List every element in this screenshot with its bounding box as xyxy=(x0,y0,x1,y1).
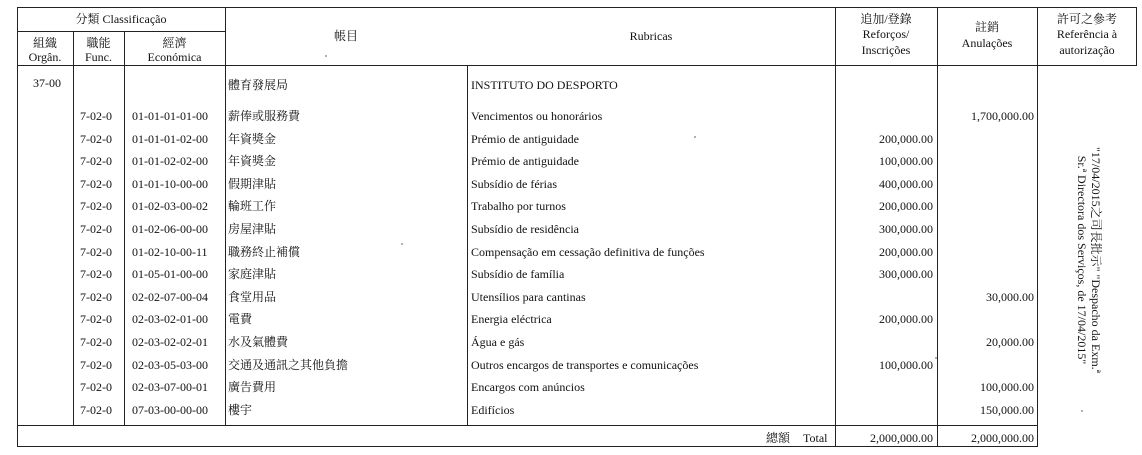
row-anulacao: 150,000.00 xyxy=(980,403,1034,417)
row-func: 7-02-0 xyxy=(80,335,112,349)
row-reforco: 400,000.00 xyxy=(879,177,933,191)
organ-name-zh: 體育發展局 xyxy=(228,78,289,92)
header-func-zh: 職能 xyxy=(86,36,111,50)
scan-speck xyxy=(325,55,327,57)
header-organ-zh: 組織 xyxy=(32,36,57,50)
row-anulacao: 30,000.00 xyxy=(986,290,1034,304)
row-func: 7-02-0 xyxy=(80,199,112,213)
header-reforcos-zh: 追加/登錄 xyxy=(860,12,912,26)
row-anulacao: 100,000.00 xyxy=(980,380,1034,394)
left-border xyxy=(17,7,18,447)
row-rubrica-zh: 交通及通訊之其他負擔 xyxy=(228,358,349,372)
header-bottom-border xyxy=(17,65,1137,66)
row-reforco: 100,000.00 xyxy=(879,154,933,168)
col-divider-referencia xyxy=(1037,7,1038,447)
row-func: 7-02-0 xyxy=(80,177,112,191)
row-econ: 01-05-01-00-00 xyxy=(132,267,208,281)
table-bottom-border xyxy=(17,446,1038,447)
row-rubrica-zh: 輪班工作 xyxy=(228,199,277,213)
row-rubrica-pt: Utensílios para cantinas xyxy=(471,290,586,304)
header-anulacoes-pt: Anulações xyxy=(961,36,1013,50)
col-divider-organ xyxy=(73,31,74,426)
total-label-pt: Total xyxy=(803,431,828,445)
row-rubrica-pt: Trabalho por turnos xyxy=(471,199,566,213)
row-rubrica-pt: Vencimentos ou honorários xyxy=(471,109,603,123)
row-func: 7-02-0 xyxy=(80,222,112,236)
row-rubrica-zh: 廣告費用 xyxy=(228,380,277,394)
scan-speck xyxy=(1081,410,1083,412)
row-rubrica-zh: 食堂用品 xyxy=(228,290,277,304)
row-rubrica-pt: Subsídio de residência xyxy=(471,222,579,236)
row-econ: 02-03-07-00-01 xyxy=(132,380,208,394)
row-reforco: 200,000.00 xyxy=(879,132,933,146)
row-func: 7-02-0 xyxy=(80,154,112,168)
row-rubrica-zh: 年資獎金 xyxy=(228,154,277,168)
organ-code: 37-00 xyxy=(33,76,61,90)
total-label-zh: 總額 xyxy=(766,431,791,445)
row-rubrica-pt: Outros encargos de transportes e comunicações xyxy=(471,358,699,372)
header-anulacoes-zh: 註銷 xyxy=(974,20,999,34)
total-anulacoes: 2,000,000.00 xyxy=(971,431,1034,445)
row-reforco: 100,000.00 xyxy=(879,358,933,372)
header-func-pt: Func. xyxy=(85,50,112,64)
row-econ: 02-02-07-00-04 xyxy=(132,290,208,304)
row-rubrica-pt: Subsídio de família xyxy=(471,267,565,281)
row-func: 7-02-0 xyxy=(80,312,112,326)
row-reforco: 200,000.00 xyxy=(879,199,933,213)
row-rubrica-pt: Energia eléctrica xyxy=(471,312,552,326)
header-ref-pt2: autorização xyxy=(1059,43,1115,57)
row-rubrica-zh: 房屋津貼 xyxy=(228,222,277,236)
row-rubrica-zh: 薪俸或服務費 xyxy=(228,109,301,123)
row-func: 7-02-0 xyxy=(80,267,112,281)
row-rubrica-pt: Compensação em cessação definitiva de funções xyxy=(471,245,705,259)
row-rubrica-pt: Prémio de antiguidade xyxy=(471,132,579,146)
row-func: 7-02-0 xyxy=(80,245,112,259)
row-anulacao: 1,700,000.00 xyxy=(971,109,1034,123)
row-rubrica-zh: 家庭津貼 xyxy=(228,267,277,281)
row-reforco: 300,000.00 xyxy=(879,267,933,281)
col-divider-econ xyxy=(225,7,226,426)
row-rubrica-pt: Água e gás xyxy=(471,335,525,349)
row-func: 7-02-0 xyxy=(80,109,112,123)
header-organ-pt: Orgân. xyxy=(28,50,62,64)
row-reforco: 200,000.00 xyxy=(879,312,933,326)
row-econ: 01-02-06-00-00 xyxy=(132,222,208,236)
row-econ: 01-02-03-00-02 xyxy=(132,199,208,213)
row-func: 7-02-0 xyxy=(80,380,112,394)
authorization-note-text: "17/04/2015之司長批示" "Despacho da Exm.ª Sr.ª Directora dos Serviços, de 17/04/2015" xyxy=(1075,147,1103,373)
col-divider-rubrica xyxy=(467,65,468,426)
total-reforcos: 2,000,000.00 xyxy=(870,431,933,445)
row-rubrica-zh: 職務終止補償 xyxy=(228,245,301,259)
row-func: 7-02-0 xyxy=(80,358,112,372)
row-econ: 01-01-02-02-00 xyxy=(132,154,208,168)
row-rubrica-zh: 年資獎金 xyxy=(228,132,277,146)
header-reforcos-pt2: Inscrições xyxy=(861,43,911,57)
row-econ: 01-02-10-00-11 xyxy=(132,245,208,259)
row-rubrica-pt: Prémio de antiguidade xyxy=(471,154,579,168)
row-anulacao: 20,000.00 xyxy=(986,335,1034,349)
row-econ: 01-01-10-00-00 xyxy=(132,177,208,191)
scan-speck xyxy=(694,136,696,138)
row-rubrica-zh: 電費 xyxy=(228,312,253,326)
row-func: 7-02-0 xyxy=(80,403,112,417)
row-func: 7-02-0 xyxy=(80,132,112,146)
header-rubrica-zh: 帳目 xyxy=(333,29,358,43)
header-reforcos-pt1: Reforços/ xyxy=(862,27,910,41)
row-func: 7-02-0 xyxy=(80,290,112,304)
row-reforco: 200,000.00 xyxy=(879,245,933,259)
header-classificacao: 分類 Classificação xyxy=(75,12,167,26)
col-divider-func xyxy=(124,31,125,426)
row-rubrica-zh: 樓宇 xyxy=(228,403,253,417)
header-econ-pt: Económica xyxy=(147,50,202,64)
row-rubrica-pt: Subsídio de férias xyxy=(471,177,557,191)
row-rubrica-pt: Encargos com anúncios xyxy=(471,380,585,394)
table-top-border xyxy=(17,7,1137,8)
row-econ: 02-03-02-01-00 xyxy=(132,312,208,326)
header-ref-zh: 許可之參考 xyxy=(1056,12,1117,26)
header-econ-zh: 經濟 xyxy=(162,36,187,50)
header-ref-pt1: Referência à xyxy=(1056,27,1118,41)
row-econ: 02-03-02-02-01 xyxy=(132,335,208,349)
total-top-border xyxy=(17,425,1038,426)
row-rubrica-pt: Edifícios xyxy=(471,403,515,417)
row-rubrica-zh: 假期津貼 xyxy=(228,177,277,191)
row-econ: 07-03-00-00-00 xyxy=(132,403,208,417)
scan-speck xyxy=(401,243,403,245)
header-rubrica-pt: Rubricas xyxy=(629,29,673,43)
row-econ: 01-01-01-01-00 xyxy=(132,109,208,123)
row-reforco: 300,000.00 xyxy=(879,222,933,236)
row-econ: 02-03-05-03-00 xyxy=(132,358,208,372)
authorization-note xyxy=(1044,147,1134,373)
row-rubrica-zh: 水及氣體費 xyxy=(228,335,289,349)
organ-name-pt: INSTITUTO DO DESPORTO xyxy=(471,78,618,92)
scan-speck xyxy=(935,357,937,359)
classification-divider xyxy=(17,31,225,32)
row-econ: 01-01-01-02-00 xyxy=(132,132,208,146)
